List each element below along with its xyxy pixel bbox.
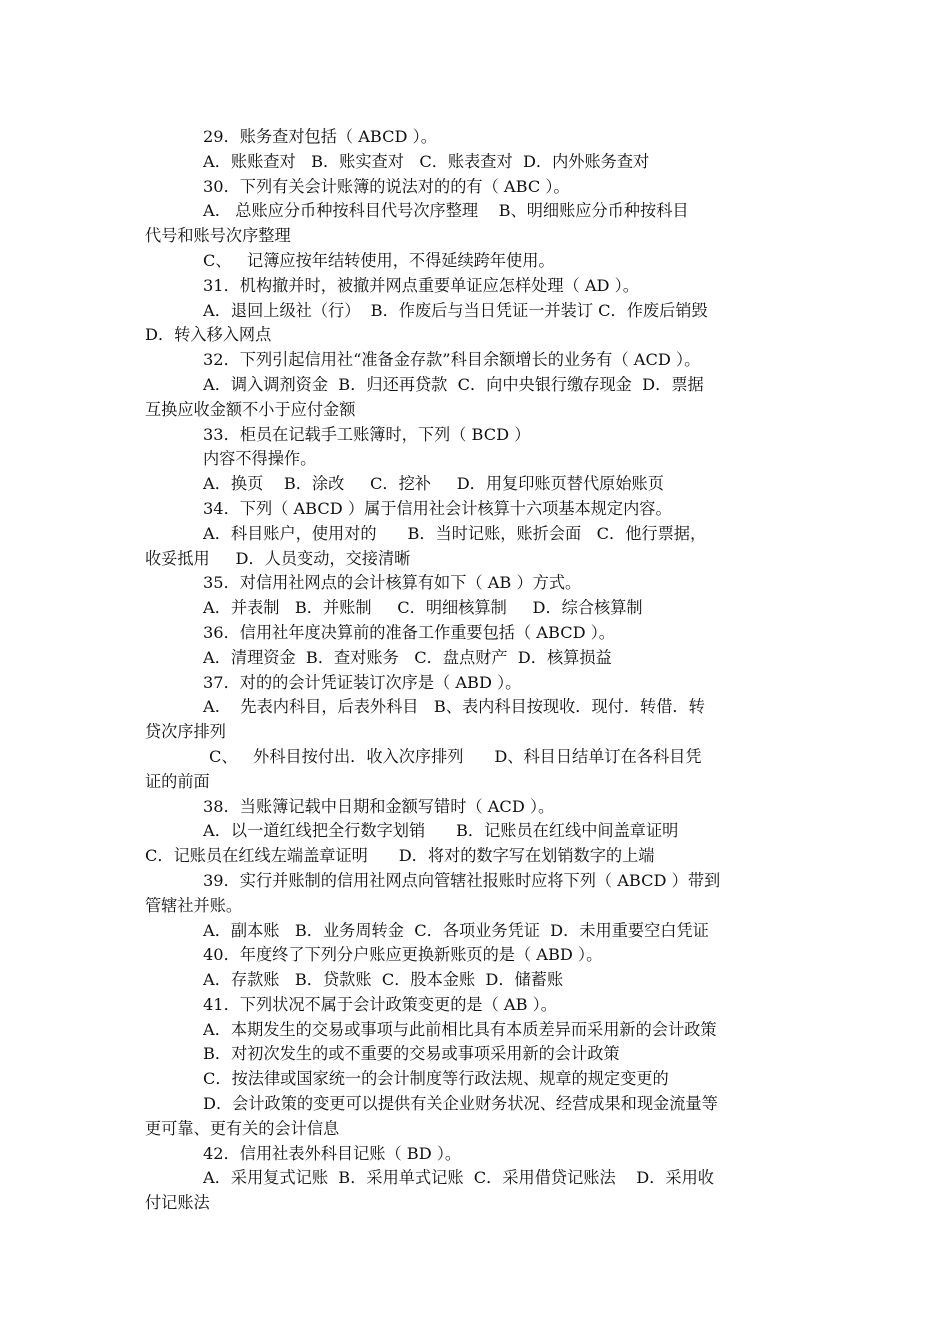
text-line: C．按法律或国家统一的会计制度等行政法规、规章的规定变更的	[203, 1069, 669, 1089]
text-line: A．换页 B．涂改 C．挖补 D．用复印账页替代原始账页	[203, 474, 664, 494]
text-line: A．副本账 B．业务周转金 C．各项业务凭证 D．未用重要空白凭证	[203, 920, 709, 940]
text-line: 39．实行并账制的信用社网点向管辖社报账时应将下列（ ABCD ）带到	[203, 870, 721, 890]
text-line: 33．柜员在记载手工账簿时，下列（ BCD ）	[203, 424, 531, 444]
text-line: A．账账查对 B．账实查对 C．账表查对 D．内外账务查对	[203, 151, 650, 171]
text-line: 29．账务查对包括（ ABCD ）。	[203, 127, 437, 146]
text-line: 代号和账号次序整理	[145, 226, 291, 246]
text-line: 41．下列状况不属于会计政策变更的是（ AB ）。	[203, 994, 557, 1014]
document-body	[145, 125, 810, 1216]
text-line: 互换应收金额不小于应付金额	[145, 399, 356, 419]
text-line: 38．当账簿记载中日期和金额写错时（ ACD ）。	[203, 796, 555, 816]
text-line: 收妥抵用 D．人员变动，交接清晰	[145, 548, 411, 568]
text-line: A．本期发生的交易或事项与此前相比具有本质差异而采用新的会计政策	[203, 1019, 717, 1039]
text-line: A．以一道红线把全行数字划销 B．记账员在红线中间盖章证明	[203, 821, 679, 841]
text-line: 37．对的的会计凭证装订次序是（ ABD ）。	[203, 672, 522, 692]
text-line: 31．机构撤并时，被撤并网点重要单证应怎样处理（ AD ）。	[203, 275, 639, 295]
text-line: 34．下列（ ABCD ）属于信用社会计核算十六项基本规定内容。	[203, 498, 672, 518]
text-line: 贷次序排列	[145, 722, 226, 742]
text-line: 32．下列引起信用社“准备金存款”科目余额增长的业务有（ ACD ）。	[203, 350, 701, 370]
text-line: C、 记簿应按年结转使用，不得延续跨年使用。	[203, 250, 555, 270]
text-line: 证的前面	[145, 771, 210, 791]
text-line: A．退回上级社（行） B．作废后与当日凭证一并装订 C．作废后销毁	[203, 300, 708, 320]
text-line: A．科目账户，使用对的 B．当时记账，账折会面 C．他行票据，	[203, 523, 707, 543]
text-line: D．转入移入网点	[145, 325, 272, 345]
text-line: A．调入调剂资金 B．归还再贷款 C．向中央银行缴存现金 D．票据	[203, 374, 704, 394]
text-line: A．采用复式记账 B．采用单式记账 C．采用借贷记账法 D．采用收	[203, 1168, 714, 1188]
text-line: C．记账员在红线左端盖章证明 D．将对的数字写在划销数字的上端	[145, 846, 655, 866]
text-line: D．会计政策的变更可以提供有关企业财务状况、经营成果和现金流量等	[203, 1094, 718, 1114]
text-line: A．存款账 B．贷款账 C．股本金账 D．储蓄账	[203, 970, 564, 990]
text-line: A．清理资金 B．查对账务 C．盘点财产 D．核算损益	[203, 647, 612, 667]
text-line: A. 先表内科目，后表外科目 B、表内科目按现收．现付．转借．转	[203, 697, 705, 717]
text-line: C、 外科目按付出．收入次序排列 D、科目日结单订在各科目凭	[209, 746, 702, 766]
text-line: 内容不得操作。	[203, 449, 317, 469]
text-line: 30．下列有关会计账簿的说法对的的有（ ABC ）。	[203, 176, 570, 196]
text-line: A. 总账应分币种按科目代号次序整理 B、明细账应分币种按科目	[203, 201, 689, 221]
text-line: 管辖社并账。	[145, 895, 243, 915]
text-line: 36．信用社年度决算前的准备工作重要包括（ ABCD ）。	[203, 622, 615, 642]
text-line: 40．年度终了下列分户账应更换新账页的是（ ABD ）。	[203, 945, 603, 965]
text-line: 付记账法	[145, 1193, 210, 1213]
text-line: 更可靠、更有关的会计信息	[145, 1118, 340, 1138]
text-line: B．对初次发生的或不重要的交易或事项采用新的会计政策	[203, 1044, 620, 1064]
text-line: A．并表制 B．并账制 C．明细核算制 D．综合核算制	[203, 598, 643, 618]
text-line: 42．信用社表外科目记账（ BD ）。	[203, 1143, 462, 1163]
text-line: 35．对信用社网点的会计核算有如下（ AB ）方式。	[203, 573, 582, 593]
